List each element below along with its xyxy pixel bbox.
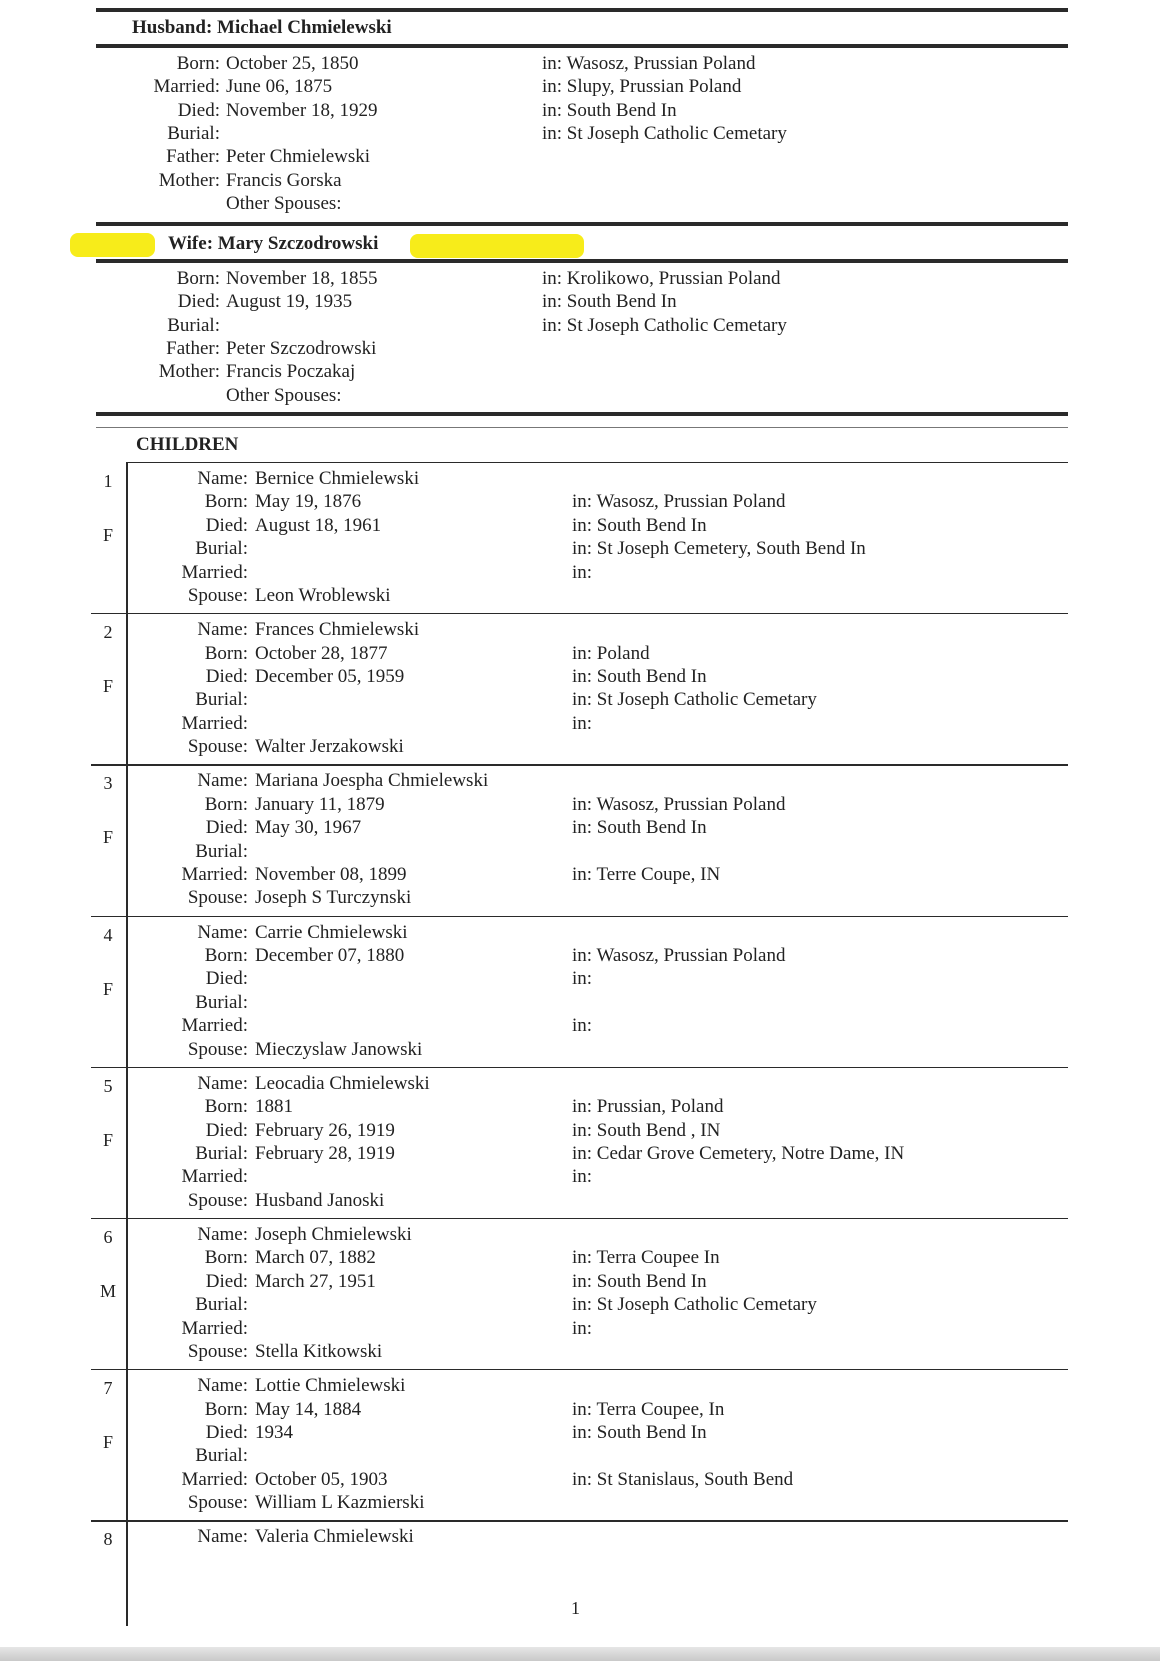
child-number: 4 [103,924,113,945]
field-place: in: [572,561,593,583]
field-place: in: Wasosz, Prussian Poland [572,793,786,815]
field-label: Father: [166,146,220,168]
field-label: Died: [205,1270,248,1292]
field-value: February 28, 1919 [255,1143,395,1164]
field-label: Spouse: [187,887,248,909]
field-label: Died: [205,514,248,536]
field-value: Mariana Joespha Chmielewski [255,770,489,792]
children-top-rule [96,412,1068,416]
page-number: 1 [571,1598,580,1618]
field-label: Name: [197,619,248,641]
field-label: Died: [177,99,220,121]
highlight-left [70,233,155,257]
field-value: March 07, 1882 [255,1247,376,1269]
field-label: Born: [176,268,220,289]
top-rule [96,8,1068,12]
field-label: Born: [204,1398,248,1420]
field-value: Francis Poczakaj [226,361,356,383]
highlight-right [410,234,584,258]
field-place: in: South Bend In [542,291,677,313]
field-place: in: [572,1015,593,1037]
field-label: Burial: [195,1143,248,1164]
field-label: Married: [181,1015,248,1037]
child-separator-rule [91,764,1068,765]
field-label: Married: [181,561,248,583]
field-place: in: Terra Coupee, In [572,1398,725,1420]
field-value: Bernice Chmielewski [255,468,420,489]
field-value: Joseph S Turczynski [255,887,412,909]
field-value: Husband Janoski [255,1189,385,1211]
field-label: Burial: [195,689,248,711]
field-value: November 18, 1855 [226,268,378,289]
field-value: August 18, 1961 [255,514,382,536]
field-place: in: Prussian, Poland [572,1096,724,1118]
field-place: in: St Joseph Catholic Cemetary [542,314,787,336]
field-label: Burial: [167,122,220,144]
husband-heading: Husband: Michael Chmielewski [132,17,392,38]
child-separator-rule [91,1520,1068,1521]
field-label: Name: [197,770,248,792]
child-sex: M [99,1281,116,1301]
child-sex: F [102,525,113,545]
field-label: Born: [204,1247,248,1269]
field-label: Mother: [158,169,220,191]
field-value: May 19, 1876 [255,491,362,513]
field-label: Name: [197,921,248,943]
field-label: Spouse: [187,736,248,758]
child-separator-rule [91,1218,1068,1219]
field-value: Peter Chmielewski [226,146,371,168]
field-value: December 05, 1959 [255,666,405,687]
field-place: in: Cedar Grove Cemetery, Notre Dame, IN [572,1143,905,1164]
field-place: in: St Stanislaus, South Bend [572,1468,794,1490]
wife-heading-rule [96,259,1068,263]
field-place: in: South Bend In [572,1270,707,1292]
field-place: in: South Bend In [542,99,677,121]
field-label: Spouse: [187,1189,248,1211]
field-label: Married: [181,864,248,885]
field-label: Burial: [195,1445,248,1467]
field-place: in: South Bend In [572,817,707,839]
field-value: November 18, 1929 [226,99,378,121]
field-place: in: St Joseph Catholic Cemetary [542,122,787,144]
field-value: Mieczyslaw Janowski [255,1038,423,1060]
wife-heading: Wife: Mary Szczodrowski [168,233,379,254]
child-number: 3 [103,773,113,794]
field-place: in: [572,1166,593,1188]
field-value: December 07, 1880 [255,945,405,966]
wife-top-rule [96,222,1068,226]
field-value: June 06, 1875 [226,76,333,98]
field-value: January 11, 1879 [255,793,385,815]
field-value: February 26, 1919 [255,1119,395,1141]
field-label: Born: [204,945,248,966]
field-place: in: [572,1317,593,1339]
field-place: in: Krolikowo, Prussian Poland [542,268,781,289]
child-separator-rule [91,1369,1068,1370]
child-separator-rule [91,916,1068,917]
child-separator-rule [91,613,1068,614]
field-place: in: Wasosz, Prussian Poland [542,53,756,74]
field-label: Born: [176,53,220,74]
field-place: in: Terra Coupee In [572,1247,720,1269]
field-label: Married: [181,1166,248,1188]
child-number: 2 [103,622,113,643]
field-label: Born: [204,793,248,815]
field-place: in: South Bend In [572,666,707,687]
field-label: Died: [205,817,248,839]
field-value: March 27, 1951 [255,1270,376,1292]
field-label: Name: [197,1375,248,1397]
field-label: Name: [197,468,248,489]
field-value: May 14, 1884 [255,1398,362,1420]
field-place: in: [572,968,593,990]
field-place: in: St Joseph Catholic Cemetary [572,1294,817,1316]
field-value: Stella Kitkowski [255,1341,383,1362]
child-sex: F [102,1129,113,1150]
field-label: Father: [166,337,220,359]
field-label: Died: [177,291,220,313]
field-place: in: [572,712,593,734]
field-value: October 28, 1877 [255,642,388,664]
field-label: Died: [205,968,248,990]
field-value: 1881 [255,1096,293,1118]
field-label: Married: [181,1468,248,1490]
field-label: Married: [181,712,248,734]
field-label: Name: [197,1224,248,1245]
field-value: Frances Chmielewski [255,619,420,641]
field-value: Francis Gorska [226,169,342,191]
field-label: Died: [205,666,248,687]
field-place: in: Slupy, Prussian Poland [542,76,742,98]
field-place: in: Terre Coupe, IN [572,864,721,885]
field-label: Name: [197,1526,248,1548]
field-value: Peter Szczodrowski [226,337,377,359]
field-value: Valeria Chmielewski [255,1526,414,1548]
field-label: Burial: [195,991,248,1013]
field-place: in: South Bend In [572,1422,707,1443]
field-label: Born: [204,1096,248,1118]
field-label: Died: [205,1119,248,1141]
field-place: in: St Joseph Cemetery, South Bend In [572,538,866,560]
child-separator-rule [91,1067,1068,1068]
field-label: Spouse: [187,1341,248,1362]
field-value: William L Kazmierski [255,1492,425,1514]
field-label: Died: [205,1422,248,1443]
child-number: 8 [103,1529,113,1550]
field-label: Born: [204,642,248,664]
field-value: May 30, 1967 [255,817,362,839]
children-heading-rule [126,462,1068,463]
field-value: October 25, 1850 [226,53,359,74]
child-number: 5 [103,1075,113,1096]
field-label: Spouse: [187,1492,248,1514]
field-value: Lottie Chmielewski [255,1375,406,1397]
field-label: Burial: [195,840,248,862]
field-value: Walter Jerzakowski [255,736,404,758]
scan-edge [0,1647,1160,1661]
child-sex: F [102,827,113,848]
field-label: Married: [153,76,220,98]
field-place: in: South Bend , IN [572,1119,721,1141]
field-value: Leon Wroblewski [255,585,391,606]
field-label: Burial: [195,538,248,560]
child-number: 6 [103,1227,113,1247]
field-label: Spouse: [187,585,248,606]
children-heading: CHILDREN [136,434,239,455]
field-value: Other Spouses: [226,384,342,406]
field-value: October 05, 1903 [255,1468,388,1490]
child-number: 7 [103,1378,113,1399]
field-value: Leocadia Chmielewski [255,1072,430,1094]
field-place: in: St Joseph Catholic Cemetary [572,689,817,711]
husband-heading-rule [96,44,1068,48]
field-place: in: Wasosz, Prussian Poland [572,945,786,966]
field-value: 1934 [255,1422,293,1443]
field-place: in: Poland [572,642,650,664]
field-label: Spouse: [187,1038,248,1060]
field-label: Married: [181,1317,248,1339]
field-place: in: South Bend In [572,514,707,536]
field-value: Carrie Chmielewski [255,921,408,943]
children-thin-rule [96,427,1068,428]
field-value: Joseph Chmielewski [255,1224,412,1245]
child-sex: F [102,1432,113,1453]
field-label: Born: [204,491,248,513]
field-label: Burial: [167,314,220,336]
field-value: November 08, 1899 [255,864,407,885]
field-value: August 19, 1935 [226,291,353,313]
child-sex: F [102,978,113,999]
child-sex: F [102,676,113,697]
field-value: Other Spouses: [226,192,342,214]
field-place: in: Wasosz, Prussian Poland [572,491,786,513]
field-label: Burial: [195,1294,248,1316]
child-number: 1 [103,471,113,491]
field-label: Name: [197,1072,248,1094]
field-label: Mother: [158,361,220,383]
